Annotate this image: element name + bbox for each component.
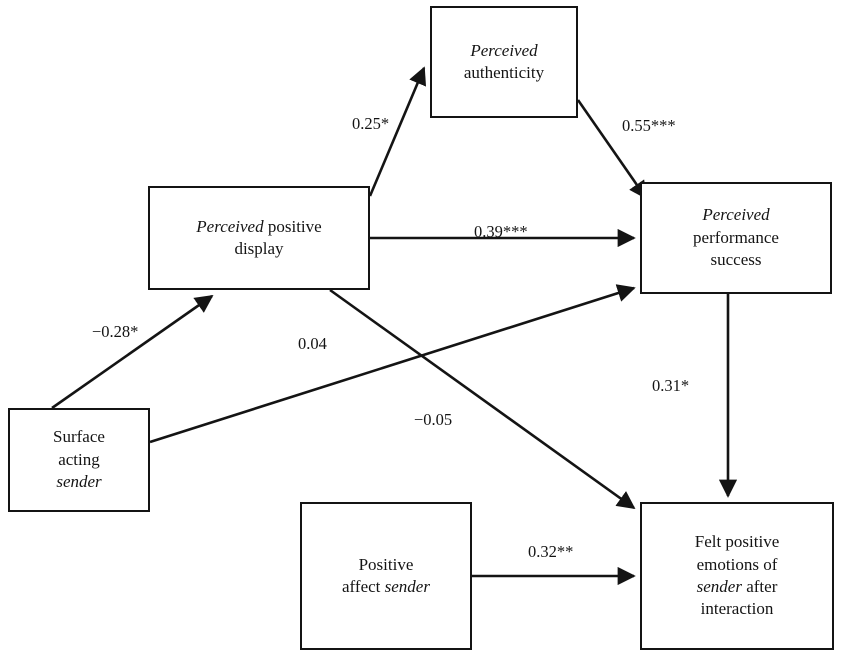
node-surface-acting-sender [8,408,150,512]
node-authenticity-line1: Perceived [470,40,538,60]
node-felt-line1: Felt positive [694,532,780,552]
edge-authenticity-to-performance [578,100,646,198]
node-felt-positive-emotions [640,502,834,650]
node-felt-line3-italic: sender [696,577,742,596]
node-felt-line3-rest: after [741,577,778,596]
node-display-line1-rest: positive [263,216,322,236]
edge-label-display-performance: 0.39*** [474,222,528,241]
edge-label-surface-performance: 0.04 [298,334,327,353]
node-perceived-performance-success [640,182,832,294]
node-perceived-authenticity [430,6,578,118]
node-performance-line2: performance [693,227,779,247]
node-affect-line2: affect [342,577,385,596]
node-display-line2: display [234,239,284,258]
edge-surface-to-display [52,296,212,408]
edge-label-surface-display: −0.28* [92,322,139,341]
node-surface-line1: Surface [53,427,105,447]
node-performance-line1: Perceived [702,205,770,225]
edge-label-display-authenticity: 0.25* [352,114,390,133]
node-surface-line3: sender [56,472,102,492]
edge-label-affect-felt: 0.32** [528,542,574,561]
node-affect-line1: Positive [358,554,414,574]
edge-label-authenticity-performance: 0.55*** [622,116,676,135]
edge-surface-to-performance [150,288,634,442]
node-positive-affect-sender [300,502,472,650]
node-affect-line2-italic: sender [384,577,430,596]
edge-label-display-felt: −0.05 [414,410,453,429]
node-authenticity-line2: authenticity [463,63,545,82]
node-performance-line3: success [710,250,762,270]
node-surface-line2: acting [58,449,100,469]
node-display-line1-italic: Perceived [196,216,264,236]
edge-display-to-felt [330,290,634,508]
node-felt-line2: emotions of [696,554,778,574]
node-perceived-positive-display [148,186,370,290]
edge-label-performance-felt: 0.31* [652,376,690,395]
node-felt-line4: interaction [700,599,774,619]
